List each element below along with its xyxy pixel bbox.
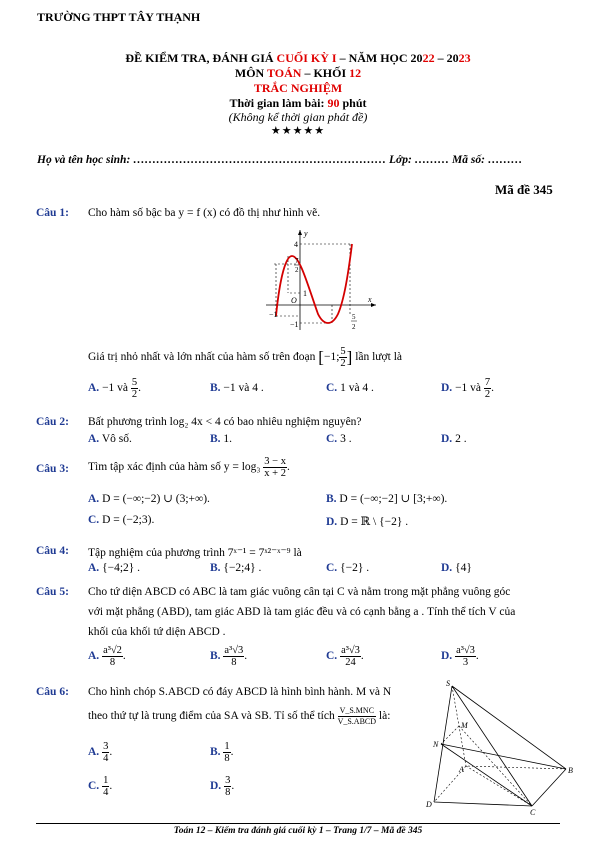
q4-option-b[interactable]: B. {−2;4} . (210, 562, 262, 574)
point-b-label: B (568, 766, 573, 775)
pyramid-figure (424, 676, 574, 816)
exam-note: (Không kể thời gian phát đề) (228, 110, 368, 124)
question-2-text: Bất phương trình log₂ 4x < 4 có bao nhiêu nghiệm nguyên? (88, 416, 362, 428)
exam-time: Thời gian làm bài: 90 phút (229, 96, 367, 110)
graph-y-label: y (304, 229, 308, 238)
graph-tick-1: 1 (303, 289, 307, 298)
q2-option-c[interactable]: C. 3 . (326, 433, 352, 445)
q5-option-b[interactable]: B. $\frac{\text{a³√3}}{8}$ . (210, 645, 248, 668)
graph-tick-4: 4 (294, 240, 298, 249)
stars: ★★★★★ (270, 125, 326, 137)
question-6-line1: Cho hình chóp S.ABCD có đáy ABCD là hình bình hành. M và N (88, 686, 392, 698)
q6-option-b[interactable]: B. $\frac{1}{8}$ . (210, 741, 234, 764)
question-4-text: Tập nghiệm của phương trình 7ˣ⁻¹ = 7ˣ²⁻ˣ⁻⁹ là (88, 547, 302, 559)
graph-tick-2a: 2 (295, 266, 299, 274)
q1-option-b[interactable]: B. −1 và 4 . (210, 382, 264, 394)
question-5-line2: với mặt phẳng (ABD), tam giác ABD là tam giác đều và có cạnh bằng a . Tính thể tích V của (88, 606, 516, 618)
question-6: Câu 6: (36, 686, 69, 698)
graph-tick-minus1-y: −1 (290, 320, 299, 329)
q2-option-d[interactable]: D. 2 . (441, 433, 467, 445)
q3-option-a[interactable]: A. D = (−∞;−2) ∪ (3;+∞). (88, 493, 210, 505)
question-label: Câu 1: (36, 207, 69, 219)
question-3-text: Tìm tập xác định của hàm số y = log₃ $\frac{3 - x}{x + 2}$ . (88, 456, 290, 479)
question-2: Câu 2: (36, 416, 69, 428)
exam-code: Mã đề 345 (495, 182, 553, 197)
exam-title: ĐỀ KIỂM TRA, ĐÁNH GIÁ CUỐI KỲ I – NĂM HỌC 2022 – 2023 (125, 51, 471, 65)
question-5-line1: Cho tứ diện ABCD có ABC là tam giác vuông cân tại C và nằm trong mặt phẳng vuông góc (88, 586, 511, 598)
graph-tick-2b: 2 (352, 323, 356, 331)
point-d-label: D (426, 800, 432, 809)
q4-option-c[interactable]: C. {−2} . (326, 562, 370, 574)
q6-option-d[interactable]: D. $\frac{3}{8}$ . (210, 775, 235, 798)
graph-x-label: x (368, 295, 372, 304)
point-n-label: N (433, 740, 439, 749)
footer-divider (36, 823, 560, 824)
student-info-line: Họ và tên học sinh: ………………………………………………………… Lớp: ……… Mã số: ……… (37, 154, 523, 166)
point-a-label: A (459, 765, 464, 774)
graph-tick-7: 7 (295, 257, 299, 265)
question-5: Câu 5: (36, 586, 69, 598)
page-footer: Toán 12 – Kiểm tra đánh giá cuối kỳ 1 – Trang 1/7 – Mã đề 345 (173, 826, 423, 836)
q4-option-a[interactable]: A. {−4;2} . (88, 562, 141, 574)
q3-option-c[interactable]: C. D = (−2;3). (88, 514, 155, 526)
q6-option-a[interactable]: A. $\frac{3}{4}$ . (88, 741, 113, 764)
q3-option-d[interactable]: D. D = ℝ \ {−2} . (326, 516, 409, 528)
q1-option-a[interactable]: A. −1 và $\frac{5}{2}$ . (88, 377, 142, 400)
question-1 (36, 207, 69, 219)
q6-option-c[interactable]: C. $\frac{1}{4}$ . (88, 775, 113, 798)
question-6-line2: theo thứ tự là trung điểm của SA và SB. Tỉ số thể tích $\frac{\text{V\_S.MNC}}{\text{V\_S.ABCD}}$ là: (88, 706, 391, 726)
school-name: TRƯỜNG THPT TÂY THẠNH (37, 10, 201, 24)
exam-type: TRẮC NGHIỆM (253, 81, 343, 95)
graph-tick-5: 5 (352, 313, 356, 321)
q1-option-c[interactable]: C. 1 và 4 . (326, 382, 374, 394)
cubic-graph (262, 226, 380, 336)
question-1-subtext: Giá trị nhỏ nhất và lớn nhất của hàm số trên đoạn [−1; $\frac{5}{2}$ ] lần lượt là (88, 346, 402, 369)
question-5-line3: khối của khối tứ diện ABCD . (88, 626, 226, 638)
q2-option-b[interactable]: B. 1. (210, 433, 233, 445)
q5-option-a[interactable]: A. $\frac{\text{a³√2}}{8}$ . (88, 645, 126, 668)
question-3: Câu 3: (36, 463, 69, 475)
subject-line: MÔN TOÁN – KHỐI 12 (234, 66, 362, 80)
graph-origin: O (291, 296, 297, 305)
point-c-label: C (530, 808, 536, 816)
q3-option-b[interactable]: B. D = (−∞;−2] ∪ [3;+∞). (326, 493, 448, 505)
q4-option-d[interactable]: D. {4} (441, 562, 472, 574)
point-s-label: S (446, 679, 450, 688)
q2-option-a[interactable]: A. Vô số. (88, 433, 132, 445)
question-4: Câu 4: (36, 545, 69, 557)
question-1-text: Cho hàm số bậc ba y = f (x) có đồ thị như hình vẽ. (88, 207, 321, 219)
graph-tick-minus1-x: −1 (269, 310, 278, 319)
q5-option-d[interactable]: D. $\frac{\text{a³√3}}{3}$ . (441, 645, 479, 668)
q1-option-d[interactable]: D. −1 và $\frac{7}{2}$ . (441, 377, 495, 400)
point-m-label: M (461, 721, 468, 730)
q5-option-c[interactable]: C. $\frac{\text{a³√3}}{24}$ . (326, 645, 364, 668)
